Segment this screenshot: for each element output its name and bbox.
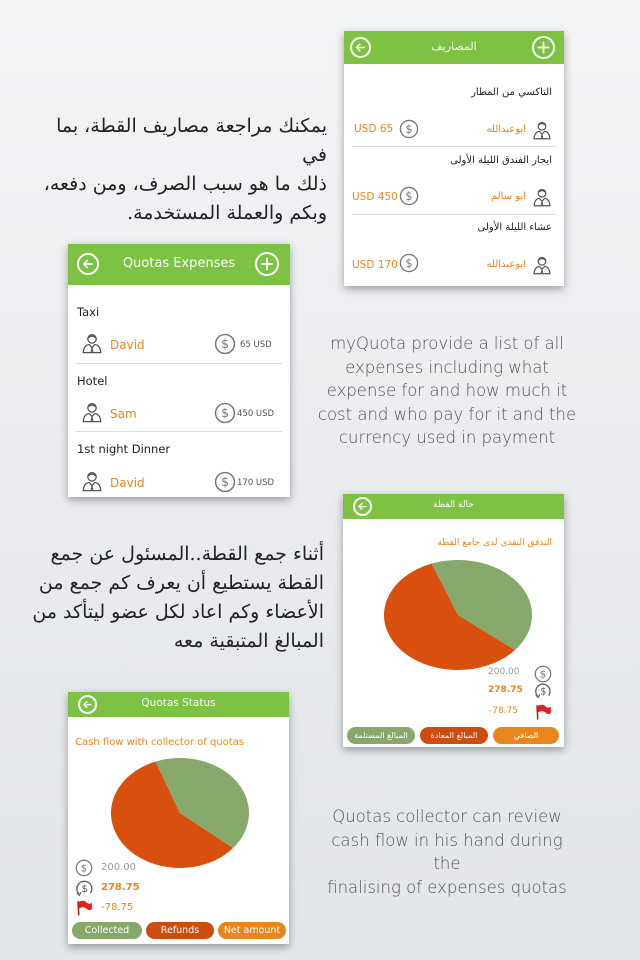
- back-button[interactable]: [78, 695, 97, 714]
- net-amount-tab[interactable]: الصافي: [493, 727, 559, 744]
- description-line: cash flow in his hand during the: [331, 830, 563, 873]
- net-value: -78.75: [101, 902, 134, 913]
- back-button[interactable]: [353, 497, 372, 516]
- description-line: الأعضاء وكم اعاد لكل عضو ليتأكد من: [32, 601, 324, 623]
- payer-name: David: [110, 338, 145, 352]
- user-icon: [81, 332, 103, 354]
- description-line: Quotas collector can review: [332, 807, 562, 826]
- page-title: Quotas Expenses: [122, 256, 236, 271]
- back-arrow-icon: [79, 255, 97, 273]
- refunds-value: 278.75: [488, 685, 523, 695]
- row-divider: [352, 214, 556, 215]
- payer-name: David: [110, 476, 145, 490]
- english-description-status: [316, 805, 578, 899]
- arabic-expenses-card: [344, 31, 564, 286]
- arabic-status-card: [343, 494, 564, 747]
- arabic-description-status: [24, 540, 324, 656]
- dollar-coin-icon: [399, 186, 419, 206]
- user-icon: [532, 187, 552, 207]
- refunds-tab[interactable]: المبالغ المعادة: [420, 727, 488, 744]
- header-bar: [344, 31, 564, 64]
- back-button[interactable]: [77, 253, 99, 275]
- back-arrow-icon: [80, 697, 95, 712]
- expense-amount: USD 170: [352, 259, 398, 271]
- plus-icon: [534, 38, 553, 57]
- expense-amount: USD 450: [352, 191, 398, 203]
- english-status-card: [68, 692, 289, 944]
- description-line: وبكم والعملة المستخدمة.: [127, 202, 327, 224]
- net-value: -78.75: [489, 706, 519, 716]
- expense-amount: USD 65: [354, 123, 394, 135]
- collected-tab[interactable]: Collected: [72, 922, 142, 939]
- description-line: القطة يستطيع أن يعرف كم جمع من: [38, 572, 324, 594]
- description-line: يمكنك مراجعة مصاريف القطة، بما في: [56, 115, 327, 166]
- expense-name: عشاء الليلة الأولى: [477, 222, 552, 233]
- page-title: Quotas Status: [141, 697, 216, 709]
- expense-name: ايجار الفندق الليلة الأولى: [450, 155, 552, 166]
- collected-value: 200.00: [488, 667, 520, 677]
- expense-name: 1st night Dinner: [77, 442, 171, 456]
- user-icon: [81, 470, 103, 492]
- header-bar: [68, 692, 289, 717]
- expense-name: Taxi: [77, 305, 100, 319]
- dollar-coin-icon: [214, 333, 236, 355]
- red-flag-icon: [534, 703, 552, 721]
- english-description-list: [316, 332, 578, 450]
- red-flag-icon: [75, 899, 93, 917]
- dollar-coin-icon: [214, 471, 236, 493]
- arabic-description-list: [27, 112, 327, 228]
- dollar-coin-icon: [75, 859, 93, 877]
- chart-subtitle: التدفق النقدي لدى جامع القطة: [437, 538, 552, 548]
- description-line: myQuota provide a list of all: [330, 334, 564, 353]
- add-expense-button[interactable]: [532, 36, 555, 59]
- back-arrow-icon: [355, 499, 370, 514]
- chart-subtitle: Cash flow with collector of quotas: [75, 737, 245, 748]
- description-line: expense for and how much it: [326, 381, 568, 400]
- description-line: المبالغ المتبقية معه: [173, 630, 324, 652]
- payer-name: ابوعبدالله: [486, 124, 526, 135]
- row-divider: [76, 431, 282, 432]
- collected-value: 200.00: [101, 862, 136, 873]
- header-bar: [343, 494, 564, 519]
- pie-chart: [383, 559, 533, 671]
- description-line: cost and who pay for it and the: [317, 404, 577, 424]
- payer-name: ابوعبدالله: [486, 259, 526, 270]
- description-line: expenses including what: [345, 357, 549, 377]
- refunds-tab[interactable]: Refunds: [146, 922, 214, 939]
- dollar-refund-icon: [534, 682, 552, 700]
- back-button[interactable]: [350, 37, 371, 58]
- dollar-coin-icon: [534, 665, 552, 683]
- expense-amount: 65 USD: [240, 340, 272, 350]
- refunds-value: 278.75: [101, 882, 140, 893]
- expense-name: Hotel: [77, 374, 108, 388]
- user-icon: [532, 120, 552, 140]
- pie-chart: [110, 757, 250, 869]
- add-expense-button[interactable]: [255, 252, 279, 276]
- description-line: finalising of expenses quotas: [327, 877, 567, 897]
- user-icon: [81, 401, 103, 423]
- english-expenses-card: [68, 244, 290, 497]
- expense-amount: 450 USD: [237, 409, 275, 419]
- description-line: ذلك ما هو سبب الصرف، ومن دفعه،: [43, 173, 327, 195]
- dollar-refund-icon: [75, 879, 94, 898]
- payer-name: Sam: [110, 407, 137, 421]
- dollar-coin-icon: [214, 402, 236, 424]
- row-divider: [76, 363, 282, 364]
- page-title: حالة القطة: [433, 500, 474, 510]
- description-line: currency used in payment: [338, 428, 556, 447]
- dollar-coin-icon: [399, 119, 419, 139]
- header-bar: [68, 244, 290, 285]
- plus-icon: [257, 254, 277, 274]
- expense-amount: 170 USD: [237, 478, 275, 488]
- payer-name: ابو سالم: [490, 191, 526, 202]
- page-title: المصاريف: [431, 40, 477, 53]
- net-amount-tab[interactable]: Net amount: [218, 922, 286, 939]
- collected-tab[interactable]: المبالغ المستلمة: [347, 727, 415, 744]
- expense-name: التاكسي من المطار: [471, 87, 552, 98]
- user-icon: [532, 255, 552, 275]
- description-line: أثناء جمع القطة..المسئول عن جمع: [50, 543, 324, 565]
- dollar-coin-icon: [399, 253, 419, 273]
- row-divider: [352, 146, 556, 147]
- back-arrow-icon: [352, 39, 369, 56]
